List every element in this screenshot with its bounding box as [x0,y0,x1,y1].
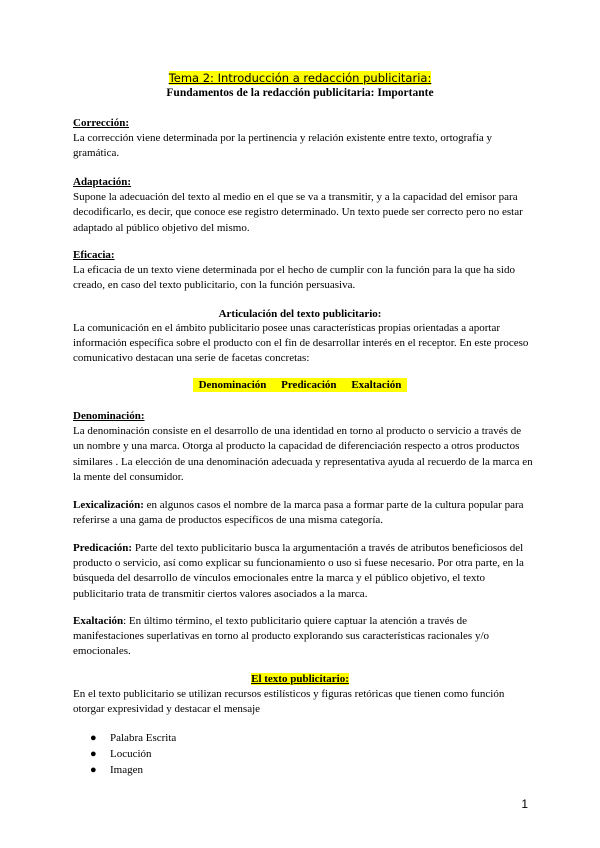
document-title-text: Tema 2: Introducción a redacción publicitaria: [168,71,432,85]
section-predicacion [73,541,533,602]
list-item-label: Imagen [110,764,143,776]
inline-text: en algunos casos el nombre de la marca pasa a formar parte de la cultura popular para referirse a una gama de productos específicos de una misma categoría. [73,499,524,527]
section-denominacion [73,409,533,485]
section-heading: Adaptación: [73,176,132,188]
section-exaltacion [73,614,533,660]
inline-label: Predicación: [73,542,133,554]
section-eficacia [73,248,533,294]
media-list [90,730,176,778]
list-item-label: Locución [110,748,152,760]
section-text: La corrección viene determinada por la pertinencia y relación existente entre texto, ortografía y gramática. [73,132,493,160]
bullet-icon: ● [90,748,97,760]
term-denominacion: Denominación [198,379,267,391]
terms-highlight [193,378,408,392]
inline-text: Parte del texto publicitario busca la argumentación a través de atributos beneficiosos del producto o servicio, así como explicar su funcionamiento o uso si fuese necesario. Por otra parte, en la búsqueda del desarrollo de vínculos emocionales entre la marca y el público objetivo, el texto publicitario trata de transmitir ciertos valores asociados a la marca. [73,542,524,600]
bullet-icon: ● [90,764,97,776]
list-item [90,746,176,762]
heading-highlight: El texto publicitario: [251,673,349,685]
list-item [90,762,176,778]
section-correccion [73,116,533,162]
section-heading: Corrección: [73,117,129,129]
articulacion-heading: Articulación del texto publicitario: [218,308,382,320]
section-heading: Denominación: [73,410,145,422]
inline-label: Exaltación [73,615,124,627]
document-subtitle: Fundamentos de la redacción publicitaria: Importante [166,87,434,99]
section-lexicalizacion [73,498,533,528]
texto-publicitario-heading [0,672,600,686]
document-title [0,71,600,85]
list-item [90,730,176,746]
section-heading: Eficacia: [73,249,115,261]
term-predicacion: Predicación [281,379,337,391]
section-text: La denominación consiste en el desarrollo de una identidad en torno al producto o servicio a través de un nombre y una marca. Otorga al producto la capacidad de diferenciación respecto a otros productos similares . La elección de una denominación adecuada y representativa ayuda al recuerdo de la marca en la mente del consumidor. [73,425,533,483]
section-text: La eficacia de un texto viene determinada por el hecho de cumplir con la función para la que ha sido creado, en caso del texto publicitario, con la función persuasiva. [73,264,515,292]
articulacion-text: La comunicación en el ámbito publicitario posee unas características propias orientadas a aportar información específica sobre el producto con el fin de desarrollar interés en el receptor. En este proceso comunicativo destacan una serie de facetas concretas: [73,322,529,365]
inline-label: Lexicalización: [73,499,144,511]
page-number: 1 [521,797,528,811]
section-adaptacion [73,175,533,236]
inline-text: : En último término, el texto publicitario quiere captuar la atención a través de manifestaciones superlativas en torno al producto explorando sus características racionales y/o emocionales. [73,615,490,658]
texto-publicitario-text: En el texto publicitario se utilizan recursos estilísticos y figuras retóricas que tienen como función otorgar expresividad y destacar el mensaje [73,688,505,716]
bullet-icon: ● [90,732,97,744]
list-item-label: Palabra Escrita [110,732,177,744]
facetas-terms [0,378,600,392]
term-exaltacion: Exaltación [351,379,402,391]
section-text: Supone la adecuación del texto al medio en el que se va a transmitir, y a la capacidad del emisor para decodificarlo, es decir, que conoce ese registro determinado. Un texto puede ser correcto pero no estar adaptado al público objetivo del mismo. [73,191,523,234]
